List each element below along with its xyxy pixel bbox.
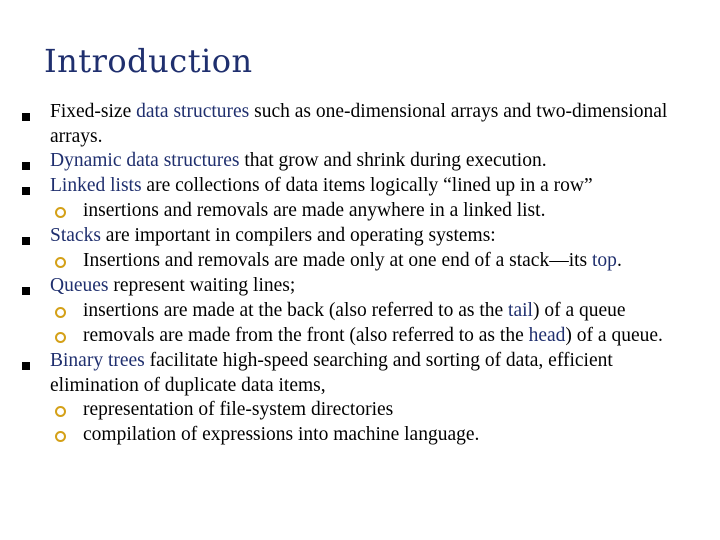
bullet-highlight: Queues — [50, 275, 109, 296]
bullet-suffix: represent waiting lines; — [108, 275, 296, 296]
sub-bullet-item — [22, 199, 702, 224]
circle-bullet-icon — [55, 299, 83, 324]
bullet-text — [50, 224, 702, 249]
circle-bullet-icon — [55, 423, 83, 448]
sub-text: removals are made from the front (also referred to as the — [83, 325, 529, 346]
bullet-highlight: Binary trees — [50, 350, 145, 371]
square-bullet-icon — [22, 149, 50, 174]
bullet-list — [22, 100, 702, 448]
sub-after: ) of a queue — [532, 300, 626, 321]
bullet-suffix: that grow and shrink during execution. — [239, 150, 547, 171]
bullet-suffix: such as one-dimensional arrays and two-dimensional arrays. — [50, 101, 668, 147]
circle-bullet-icon — [55, 199, 83, 224]
sub-text: representation of file-system directories — [83, 399, 394, 420]
square-bullet-icon — [22, 100, 50, 125]
bullet-text — [50, 274, 702, 299]
square-bullet-icon — [22, 174, 50, 199]
circle-bullet-icon — [55, 324, 83, 349]
sub-text: insertions are made at the back (also referred to as the — [83, 300, 509, 321]
bullet-highlight: Stacks — [50, 225, 101, 246]
bullet-item — [22, 149, 702, 174]
circle-bullet-icon — [55, 249, 83, 274]
sub-text: Insertions and removals are made only at one end of a stack—its — [83, 250, 593, 271]
sub-bullet-text — [83, 423, 702, 448]
sub-bullet-text — [83, 324, 702, 349]
bullet-item — [22, 224, 702, 249]
sub-bullet-item — [22, 423, 702, 448]
sub-bullet-text — [83, 299, 702, 324]
circle-bullet-icon — [55, 398, 83, 423]
sub-bullet-item — [22, 324, 702, 349]
sub-highlight: head — [528, 325, 566, 346]
bullet-text — [50, 174, 702, 199]
sub-after: ) of a queue. — [565, 325, 663, 346]
bullet-text — [50, 349, 702, 398]
sub-highlight: tail — [508, 300, 533, 321]
square-bullet-icon — [22, 224, 50, 249]
bullet-text — [50, 149, 702, 174]
bullet-suffix: are collections of data items logically “lined up in a row” — [141, 175, 593, 196]
sub-bullet-text — [83, 398, 702, 423]
sub-bullet-item — [22, 398, 702, 423]
square-bullet-icon — [22, 274, 50, 299]
bullet-text — [50, 100, 702, 149]
bullet-item — [22, 349, 702, 398]
bullet-prefix: Fixed-size — [50, 101, 137, 122]
bullet-suffix: facilitate high-speed searching and sorting of data, efficient elimination of duplicate data items, — [50, 350, 613, 396]
sub-bullet-item — [22, 299, 702, 324]
bullet-highlight: Dynamic data structures — [50, 150, 240, 171]
bullet-suffix: are important in compilers and operating systems: — [100, 225, 496, 246]
bullet-item — [22, 174, 702, 199]
square-bullet-icon — [22, 349, 50, 374]
sub-bullet-text — [83, 249, 702, 274]
sub-bullet-text — [83, 199, 702, 224]
sub-text: compilation of expressions into machine language. — [83, 424, 480, 445]
sub-bullet-item — [22, 249, 702, 274]
bullet-highlight: Linked lists — [50, 175, 142, 196]
sub-text: insertions and removals are made anywhere in a linked list. — [83, 200, 546, 221]
bullet-item — [22, 274, 702, 299]
bullet-highlight: data structures — [136, 101, 250, 122]
sub-after: . — [616, 250, 622, 271]
sub-highlight: top — [592, 250, 617, 271]
bullet-item — [22, 100, 702, 149]
slide-title: Introduction — [44, 42, 253, 80]
